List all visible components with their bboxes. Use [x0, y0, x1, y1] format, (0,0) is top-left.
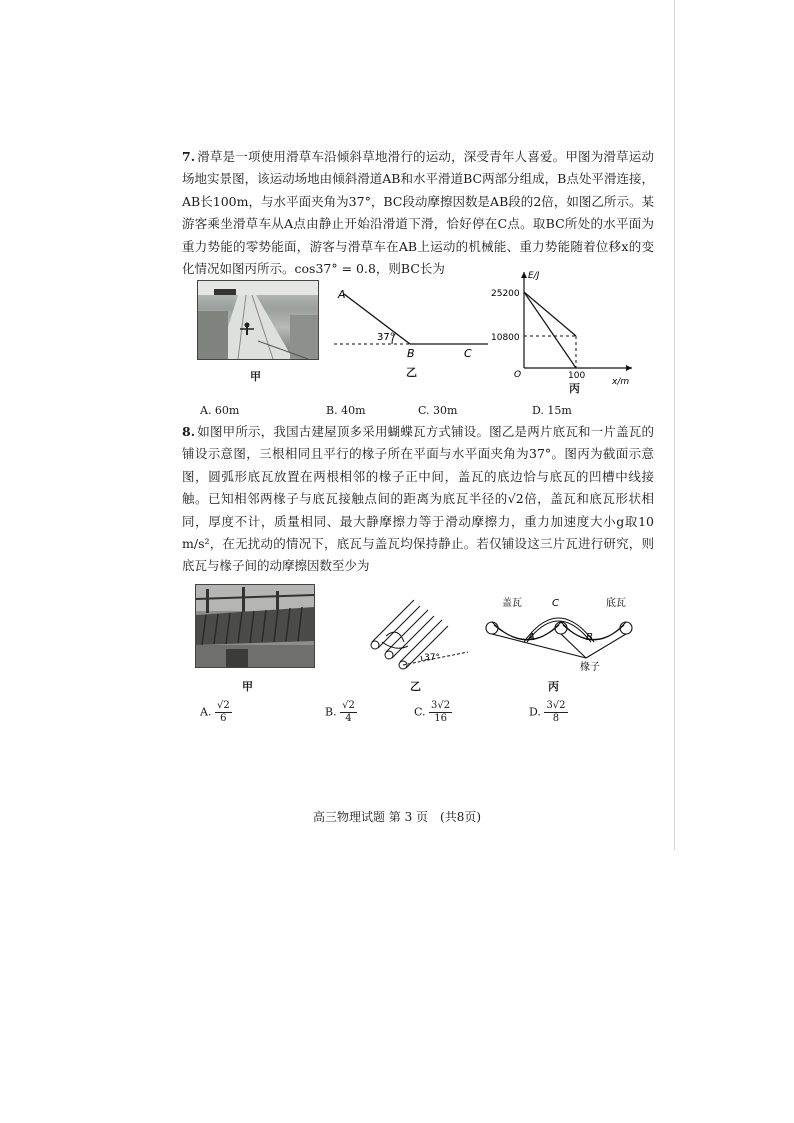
roof-tiles-photo-drawing — [196, 585, 314, 667]
gaiwa-label: 盖瓦 — [502, 598, 522, 609]
q8-fig-yi-caption: 乙 — [410, 680, 421, 693]
q8-fig-bing-caption: 丙 — [548, 680, 559, 693]
origin-label: O — [514, 370, 522, 380]
q8-option-c-fraction — [429, 700, 452, 725]
point-b-label: B — [407, 347, 415, 360]
q7-fig-bing-caption: 丙 — [569, 382, 580, 395]
question-8-number: 8. — [182, 424, 196, 439]
question-7 — [182, 146, 654, 280]
q8-option-a-letter: A. — [200, 705, 212, 719]
ski-field-photo — [197, 280, 319, 360]
q8-option-b-denominator: 4 — [345, 713, 352, 724]
q8-option-d-fraction — [544, 700, 567, 725]
question-8-text-part2: 倍，盖瓦和底瓦形状相同，厚度不计，质量相同、最大静摩擦力等于滑动摩擦力，重力加速度大小g取10 m/s²，在无扰动的情况下，底瓦与盖瓦均保持静止。若仅铺设这三片瓦进行研究，则底瓦与椽子间的动摩擦因数至少为 — [182, 491, 654, 574]
y-tick-10800: 10800 — [491, 333, 520, 343]
q7-fig-yi-caption: 乙 — [406, 366, 417, 379]
x-tick-100: 100 — [568, 371, 586, 381]
point-b-label-q8: B — [586, 632, 593, 643]
q7-option-a[interactable]: A. 60m — [200, 404, 240, 417]
point-c-label: C — [464, 347, 472, 360]
q8-option-c[interactable] — [414, 700, 452, 725]
q8-option-d-denominator: 8 — [552, 713, 560, 724]
ski-field-photo-drawing — [198, 281, 318, 359]
q8-option-a-denominator: 6 — [220, 713, 227, 724]
question-8-text-part1: 如图甲所示，我国古建屋顶多采用蝴蝶瓦方式铺设。图乙是两片底瓦和一片盖瓦的铺设示意图，三根相同且平行的椽子所在平面与水平面夹角为37°。图丙为截面示意图，圆弧形底瓦放置在两根相邻的椽子正中间，盖瓦的底边恰与底瓦的凹槽中线接触。已知相邻两椽子与底瓦接触点间的距离为底瓦半径的 — [182, 424, 654, 507]
q7-option-c[interactable]: C. 30m — [418, 404, 458, 417]
y-axis-label: E/J — [528, 271, 540, 281]
rafter-angle-label: 37° — [424, 653, 440, 663]
question-8 — [182, 421, 654, 578]
q8-option-d-numerator: 3√2 — [546, 700, 566, 711]
diwa-label: 底瓦 — [606, 598, 626, 609]
q8-option-b[interactable] — [325, 700, 357, 725]
q8-fig-jia-caption: 甲 — [242, 680, 253, 693]
x-axis-label: x/m — [612, 377, 630, 387]
q8-option-b-fraction — [340, 700, 357, 725]
q8-option-d[interactable] — [529, 700, 568, 725]
sqrt2-symbol: √2 — [507, 491, 524, 507]
question-7-number: 7. — [182, 149, 196, 164]
roof-tiles-photo — [195, 584, 315, 668]
chuanzi-label: 椽子 — [580, 662, 600, 673]
tile-cross-section — [480, 594, 640, 674]
q7-option-b[interactable]: B. 40m — [326, 404, 366, 417]
q8-option-c-denominator: 16 — [434, 713, 447, 724]
y-tick-25200: 25200 — [491, 289, 520, 299]
q7-fig-jia-caption: 甲 — [250, 370, 261, 383]
angle-label: 37° — [377, 332, 395, 343]
q8-option-a[interactable] — [200, 700, 232, 725]
point-c-label-q8: C — [552, 598, 559, 609]
q8-option-a-numerator: √2 — [216, 700, 230, 711]
question-7-text: 滑草是一项使用滑草车沿倾斜草地滑行的运动，深受青年人喜爱。甲图为滑草运动场地实景图，该运动场地由倾斜滑道AB和水平滑道BC两部分组成，B点处平滑连接，AB长100m，与水平面夹角为37°，BC段动摩擦因数是AB段的2倍，如图乙所示。某游客乘坐滑草车从A点由静止开始沿滑道下滑，恰好停在C点。取BC所处的水平面为重力势能的零势能面，游客与滑草车在AB上运动的机械能、重力势能随着位移x的变化情况如图丙所示。cos37° = 0.8，则BC长为 — [182, 149, 654, 277]
q8-option-b-numerator: √2 — [342, 700, 355, 711]
point-a-label-q8: A — [528, 632, 535, 643]
q7-option-d[interactable]: D. 15m — [532, 404, 572, 417]
energy-graph — [488, 266, 638, 390]
q8-option-b-letter: B. — [325, 705, 337, 719]
rafters-tiles-diagram — [352, 598, 472, 676]
q8-option-c-letter: C. — [414, 705, 426, 719]
page-footer: 高三物理试题 第 3 页 (共8页) — [312, 810, 482, 824]
q8-option-d-letter: D. — [529, 705, 541, 719]
point-a-label: A — [338, 288, 346, 301]
q8-option-a-fraction — [215, 700, 232, 725]
q8-option-c-numerator: 3√2 — [431, 700, 451, 711]
